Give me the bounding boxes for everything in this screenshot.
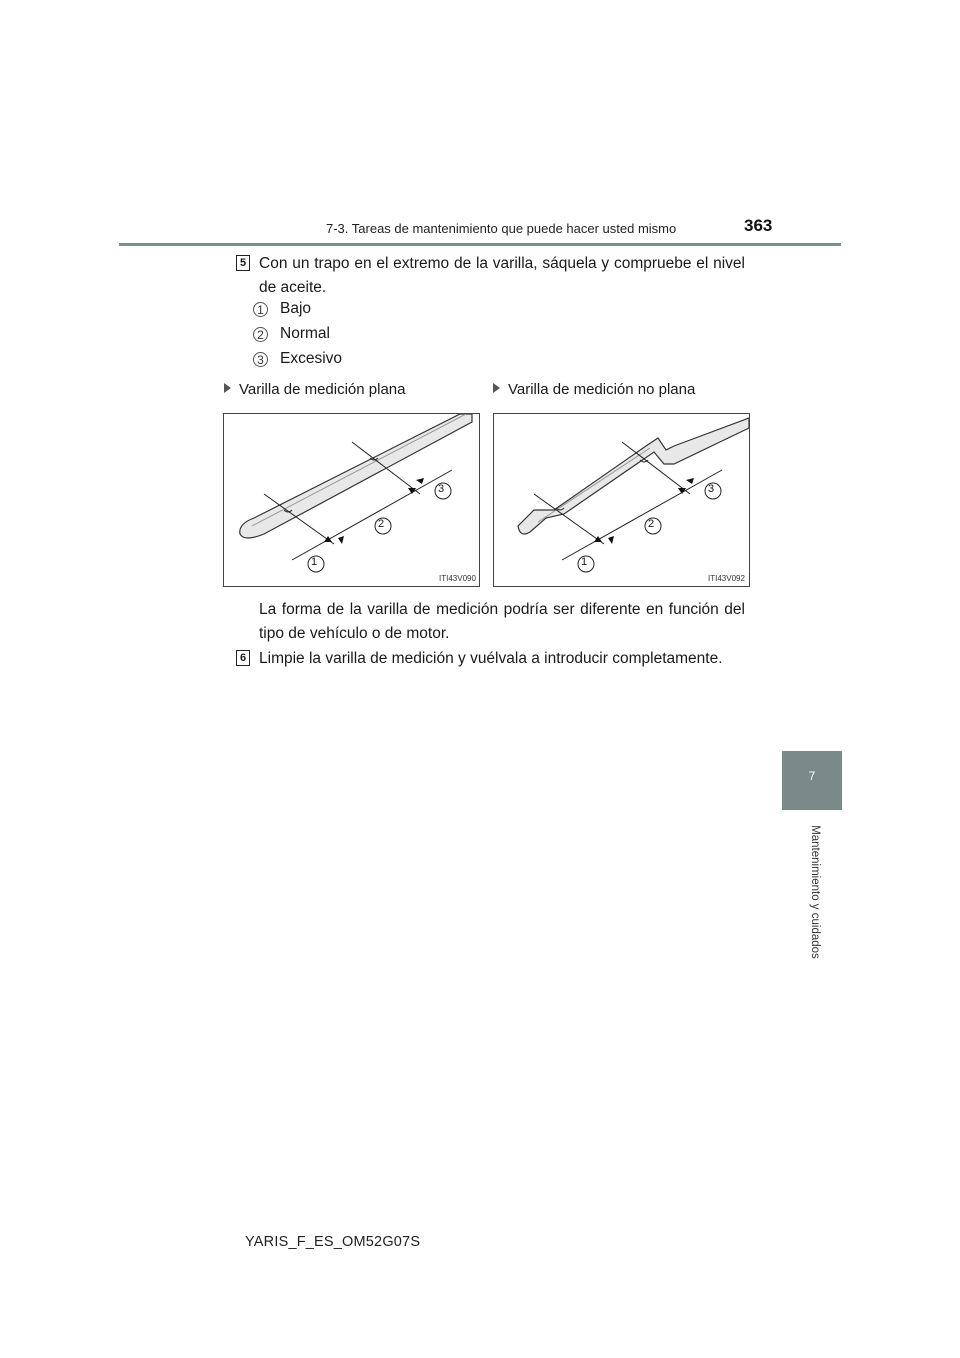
right-callout-1: 1	[581, 556, 588, 568]
item-3-label: Excesivo	[280, 350, 343, 367]
triangle-bullet-icon	[493, 383, 500, 393]
flat-dipstick-illustration	[224, 414, 479, 586]
section-title: 7-3. Tareas de mantenimiento que puede hacer usted mismo	[326, 221, 677, 236]
step-6-marker: 6	[236, 650, 250, 666]
chapter-number: 7	[808, 769, 816, 783]
right-figure-code: ITI43V092	[708, 574, 745, 583]
document-code: YARIS_F_ES_OM52G07S	[245, 1234, 421, 1250]
right-callout-2: 2	[648, 518, 655, 530]
left-callout-2: 2	[378, 518, 385, 530]
item-1-label: Bajo	[280, 300, 312, 317]
chapter-label: Mantenimiento y cuidados	[809, 825, 821, 959]
page-number: 363	[744, 216, 773, 235]
left-figure-code: ITI43V090	[439, 574, 476, 583]
non-flat-dipstick-figure	[493, 413, 750, 587]
left-callout-3: 3	[438, 483, 445, 495]
right-callout-3: 3	[708, 483, 715, 495]
step-6-text: Limpie la varilla de medición y vuélvala a introducir completamente.	[259, 650, 723, 667]
step-5-text: Con un trapo en el extremo de la varilla, sáquela y compruebe el nivel de aceite.	[259, 255, 745, 296]
header-rule	[119, 243, 841, 246]
chapter-tab	[782, 751, 842, 810]
item-2-label: Normal	[280, 325, 330, 342]
left-figure-caption: Varilla de medición plana	[224, 381, 406, 398]
left-callout-1: 1	[311, 556, 318, 568]
non-flat-dipstick-illustration	[494, 414, 749, 586]
triangle-bullet-icon	[224, 383, 231, 393]
dipstick-shape-note: La forma de la varilla de medición podría ser diferente en función del tipo de vehículo o de motor.	[259, 601, 745, 642]
flat-dipstick-figure	[223, 413, 480, 587]
item-2-number: 2	[253, 327, 268, 342]
item-1-number: 1	[253, 302, 268, 317]
step-5-marker: 5	[236, 255, 250, 271]
item-3-number: 3	[253, 352, 268, 367]
right-figure-caption: Varilla de medición no plana	[493, 381, 695, 398]
